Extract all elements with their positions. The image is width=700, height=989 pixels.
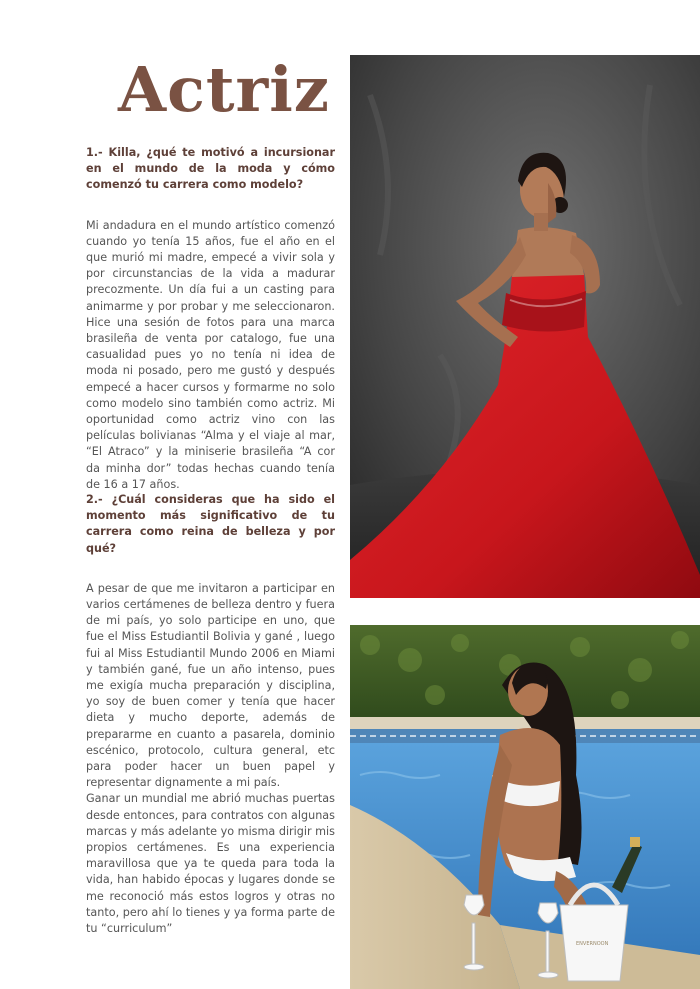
answer-3: Ganar un mundial me abrió muchas puertas desde entonces, para contratos con algunas marcas y más adelante yo misma dirigir mis propios certámenes. Es una experiencia maravillosa que ya te queda para toda la vida, han habido épocas y lugares donde se me reconoció más estos logros y otras no tanto, pero ahí lo tienes y ya forma parte de tu “curriculum” [86,792,335,936]
article-column-top [86,145,335,493]
page-title: Actriz [118,53,330,126]
article-column-bottom [86,492,335,937]
answer-2: A pesar de que me invitaron a participar en varios certámenes de belleza dentro y fuera de mi país, yo solo participe en uno, que fue el Miss Estudiantil Bolivia y gané , luego fui al Miss Estudiantil Mundo 2006 en Miami y también gané, fue un año intenso, pues me exigía mucha preparación y disciplina, yo soy de buen comer y tenía que hacer dieta y mucho deporte, además de prepararme en cuanto a pasarela, dominio escénico, protocolo, cultura general, etc para poder hacer un buen papel y representar dignamente a mi país. [86,581,335,790]
answer-1: Mi andadura en el mundo artístico comenzó cuando yo tenía 15 años, fue el año en el que murió mi madre, empecé a vivir sola y por circunstancias de la vida a madurar precozmente. Un día fui a un casting para animarme y por probar y me seleccionaron. Hice una sesión de fotos para una marca brasileña de venta por catalogo, fue una casualidad pues yo no tenía ni idea de moda ni posado, pero me gustó y después empecé a hacer cursos y formarme no solo como modelo sino también como actriz. Mi oportunidad como actriz vino con las películas bolivianas “Alma y el viaje al mar, “El Atraco” y la miniserie brasileña “A cor da minha dor” todas hechas cuando tenía de 16 a 17 años. [86,218,335,491]
bucket-label: ENVERNOON [576,941,609,947]
red-dress-photo [350,55,700,598]
question-2: 2.- ¿Cuál consideras que ha sido el momento más significativo de tu carrera como reina de belleza y por qué? [86,493,335,555]
red-dress-illustration [350,55,700,598]
pool-illustration [350,625,700,989]
pool-photo [350,625,700,989]
question-1: 1.- Killa, ¿qué te motivó a incursionar en el mundo de la moda y cómo comenzó tu carrera como modelo? [86,146,335,192]
